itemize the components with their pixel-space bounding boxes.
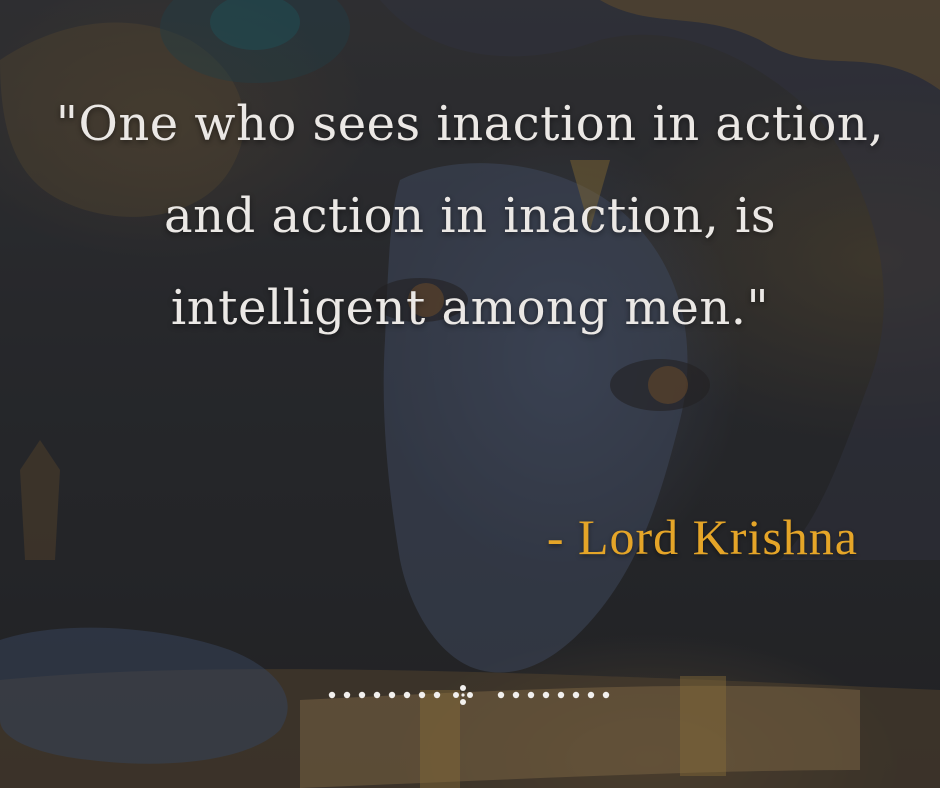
dotted-ornament-icon (300, 683, 640, 707)
quote-text: "One who sees inaction in action, and action in inaction, is intelligent among men." (55, 96, 885, 336)
attribution-text: - Lord Krishna (546, 509, 858, 565)
